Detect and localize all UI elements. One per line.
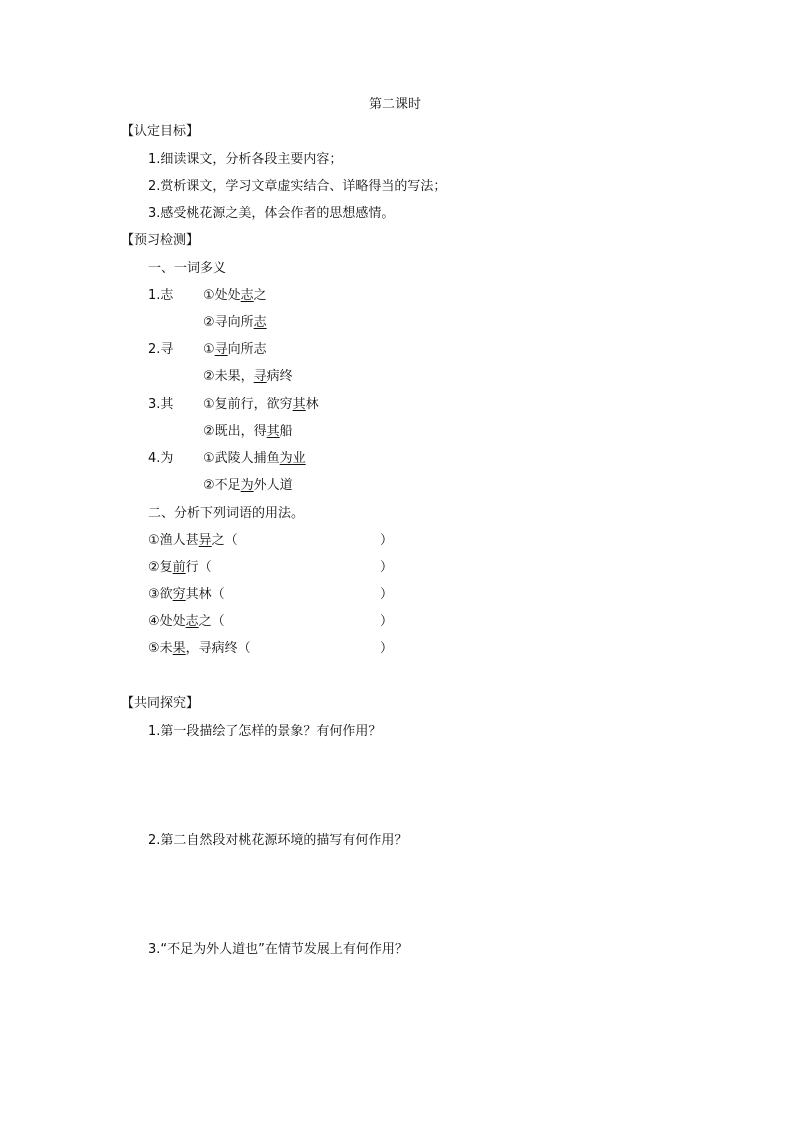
- key-word: 穷: [172, 587, 186, 602]
- usage-item-2: [148, 559, 212, 577]
- text: ②复: [148, 560, 173, 575]
- key-word: 果: [172, 641, 186, 656]
- answer-blank-close-paren: ）: [380, 614, 394, 629]
- text: 船: [279, 424, 293, 439]
- text: ①: [203, 342, 215, 357]
- key-word: 其: [266, 424, 280, 439]
- text: 之（: [211, 533, 238, 548]
- answer-blank-close-paren: ）: [380, 641, 394, 656]
- polysemy-1-sentence-2: [203, 314, 267, 332]
- goal-item-3: 3.感受桃花源之美，体会作者的思想感情。: [148, 206, 395, 221]
- section-heading-explore: 【共同探究】: [121, 696, 200, 711]
- text: ③欲: [148, 587, 173, 602]
- text: ②既出，得: [203, 424, 267, 439]
- polysemy-3-sentence-1: [203, 396, 319, 414]
- key-word: 业: [292, 451, 306, 466]
- text: 之（: [198, 614, 225, 629]
- key-word: 寻: [214, 342, 228, 357]
- answer-blank-close-paren: ）: [380, 533, 394, 548]
- usage-item-3: [148, 586, 225, 604]
- text: ②未果，: [203, 369, 254, 384]
- part2-heading: 二、分析下列词语的用法。: [148, 506, 305, 521]
- key-word: 为: [240, 478, 254, 493]
- text: ②寻向所: [203, 315, 254, 330]
- text: ，寻病终（: [185, 641, 251, 656]
- key-word: 志: [185, 614, 199, 629]
- text: 林: [305, 397, 319, 412]
- polysemy-1-sentence-1: [203, 287, 267, 305]
- question-3: 3.“不足为外人道也”在情节发展上有何作用？: [148, 942, 408, 957]
- polysemy-label-4: 4.为: [148, 451, 174, 466]
- text: 病终: [266, 369, 293, 384]
- section-heading-goals: 【认定目标】: [121, 124, 200, 139]
- polysemy-4-sentence-1: [203, 450, 306, 468]
- key-word: 异: [198, 533, 212, 548]
- usage-item-4: [148, 613, 225, 631]
- key-word: 寻: [253, 369, 267, 384]
- polysemy-4-sentence-2: [203, 477, 293, 495]
- key-word: 志: [240, 288, 254, 303]
- text: ②不足: [203, 478, 241, 493]
- goal-item-1: 1.细读课文，分析各段主要内容；: [148, 152, 343, 167]
- key-word: 志: [253, 315, 267, 330]
- polysemy-2-sentence-1: [203, 341, 267, 359]
- text: 之: [253, 288, 267, 303]
- text: ①复前行，欲穷: [203, 397, 293, 412]
- answer-blank-close-paren: ）: [380, 587, 394, 602]
- text: 外人道: [253, 478, 293, 493]
- text: 向所志: [227, 342, 267, 357]
- polysemy-2-sentence-2: [203, 368, 293, 386]
- polysemy-label-2: 2.寻: [148, 342, 174, 357]
- text: ①武陵人捕鱼: [203, 451, 280, 466]
- text: ④处处: [148, 614, 186, 629]
- answer-blank-close-paren: ）: [380, 560, 394, 575]
- polysemy-3-sentence-2: [203, 423, 293, 441]
- key-word: 其: [292, 397, 306, 412]
- section-heading-preview: 【预习检测】: [121, 233, 200, 248]
- question-1: 1.第一段描绘了怎样的景象？有何作用？: [148, 724, 382, 739]
- key-word: 前: [172, 560, 186, 575]
- usage-item-5: [148, 640, 251, 658]
- key-word: 为: [279, 451, 293, 466]
- text: ①处处: [203, 288, 241, 303]
- text: 其林（: [185, 587, 225, 602]
- text: 行（: [185, 560, 212, 575]
- polysemy-label-3: 3.其: [148, 397, 174, 412]
- text: ⑤未: [148, 641, 173, 656]
- part1-heading: 一、一词多义: [148, 261, 227, 276]
- polysemy-label-1: 1.志: [148, 288, 174, 303]
- usage-item-1: [148, 532, 238, 550]
- page-title: 第二课时: [369, 97, 422, 112]
- text: ①渔人甚: [148, 533, 199, 548]
- question-2: 2.第二自然段对桃花源环境的描写有何作用？: [148, 833, 408, 848]
- goal-item-2: 2.赏析课文，学习文章虚实结合、详略得当的写法；: [148, 179, 447, 194]
